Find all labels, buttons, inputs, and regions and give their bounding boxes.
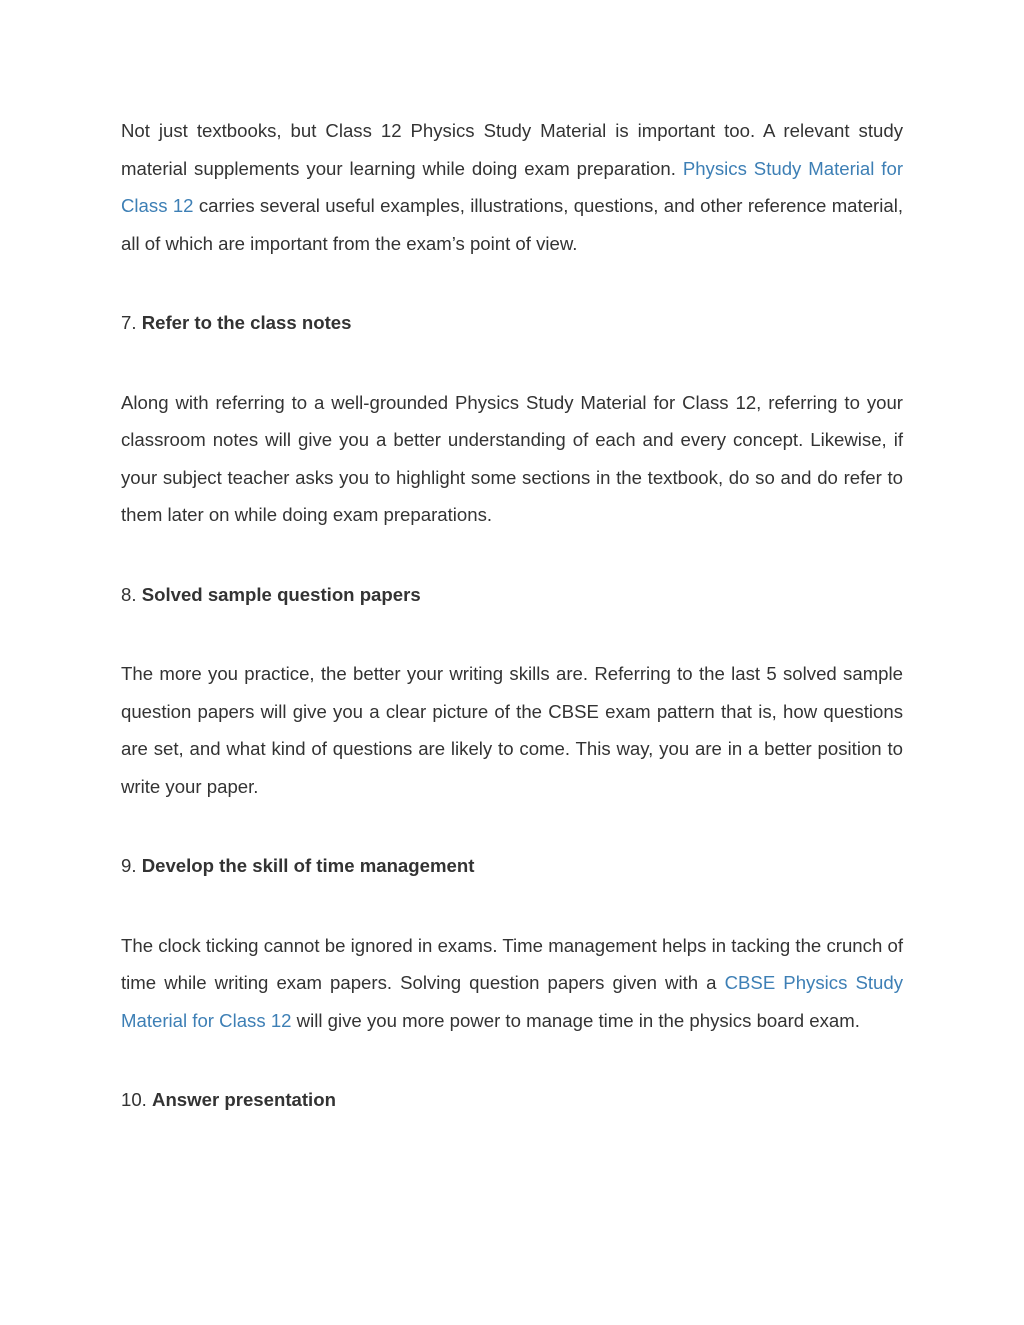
heading-title: Refer to the class notes	[141, 312, 352, 333]
paragraph-text: Along with referring to a well-grounded Physics Study Material for Class 12, referring to your classroom notes will give you a better understanding of each and every concept. Likewise, if your subject teacher asks you to highlight some sections in the textbook, do so and do refer to them later on while doing exam preparations.	[121, 391, 903, 525]
paragraph-text: will give you more power to manage time in the physics board exam.	[291, 1009, 860, 1031]
paragraph-text: The clock ticking cannot be ignored in exams. Time management helps in tacking the crunch of time while writing exam papers. Solving question papers given with a	[121, 934, 903, 993]
heading-title: Develop the skill of time management	[141, 855, 475, 876]
paragraph-text: carries several useful examples, illustrations, questions, and other reference material, all of which are important from the exam’s point of view.	[121, 195, 903, 254]
heading-9	[121, 847, 903, 885]
heading-7	[121, 304, 903, 342]
paragraph-sample-papers	[121, 655, 903, 805]
heading-title: Solved sample question papers	[141, 583, 421, 605]
heading-number: 8.	[121, 583, 142, 605]
paragraph-text: Not just textbooks, but Class 12 Physics Study Material is important too. A relevant study material supplements your learning while doing exam preparation.	[121, 120, 903, 179]
heading-title: Answer presentation	[152, 1089, 336, 1110]
heading-8	[121, 576, 903, 614]
heading-number: 7.	[121, 312, 142, 333]
physics-study-material-link[interactable]: Physics Study Material for Class 12	[121, 157, 904, 216]
paragraph-study-material	[121, 112, 903, 262]
paragraph-time-management	[121, 927, 903, 1040]
paragraph-class-notes	[121, 384, 903, 534]
cbse-physics-study-material-link[interactable]: CBSE Physics Study Material for Class 12	[121, 972, 903, 1031]
heading-10	[121, 1081, 903, 1119]
paragraph-text: The more you practice, the better your writing skills are. Referring to the last 5 solved sample question papers will give you a clear picture of the CBSE exam pattern that is, how questions are set, and what kind of questions are likely to come. This way, you are in a better position to write your paper.	[121, 663, 903, 797]
heading-number: 10.	[121, 1089, 153, 1110]
heading-number: 9.	[121, 855, 142, 876]
document-page	[121, 112, 903, 1119]
